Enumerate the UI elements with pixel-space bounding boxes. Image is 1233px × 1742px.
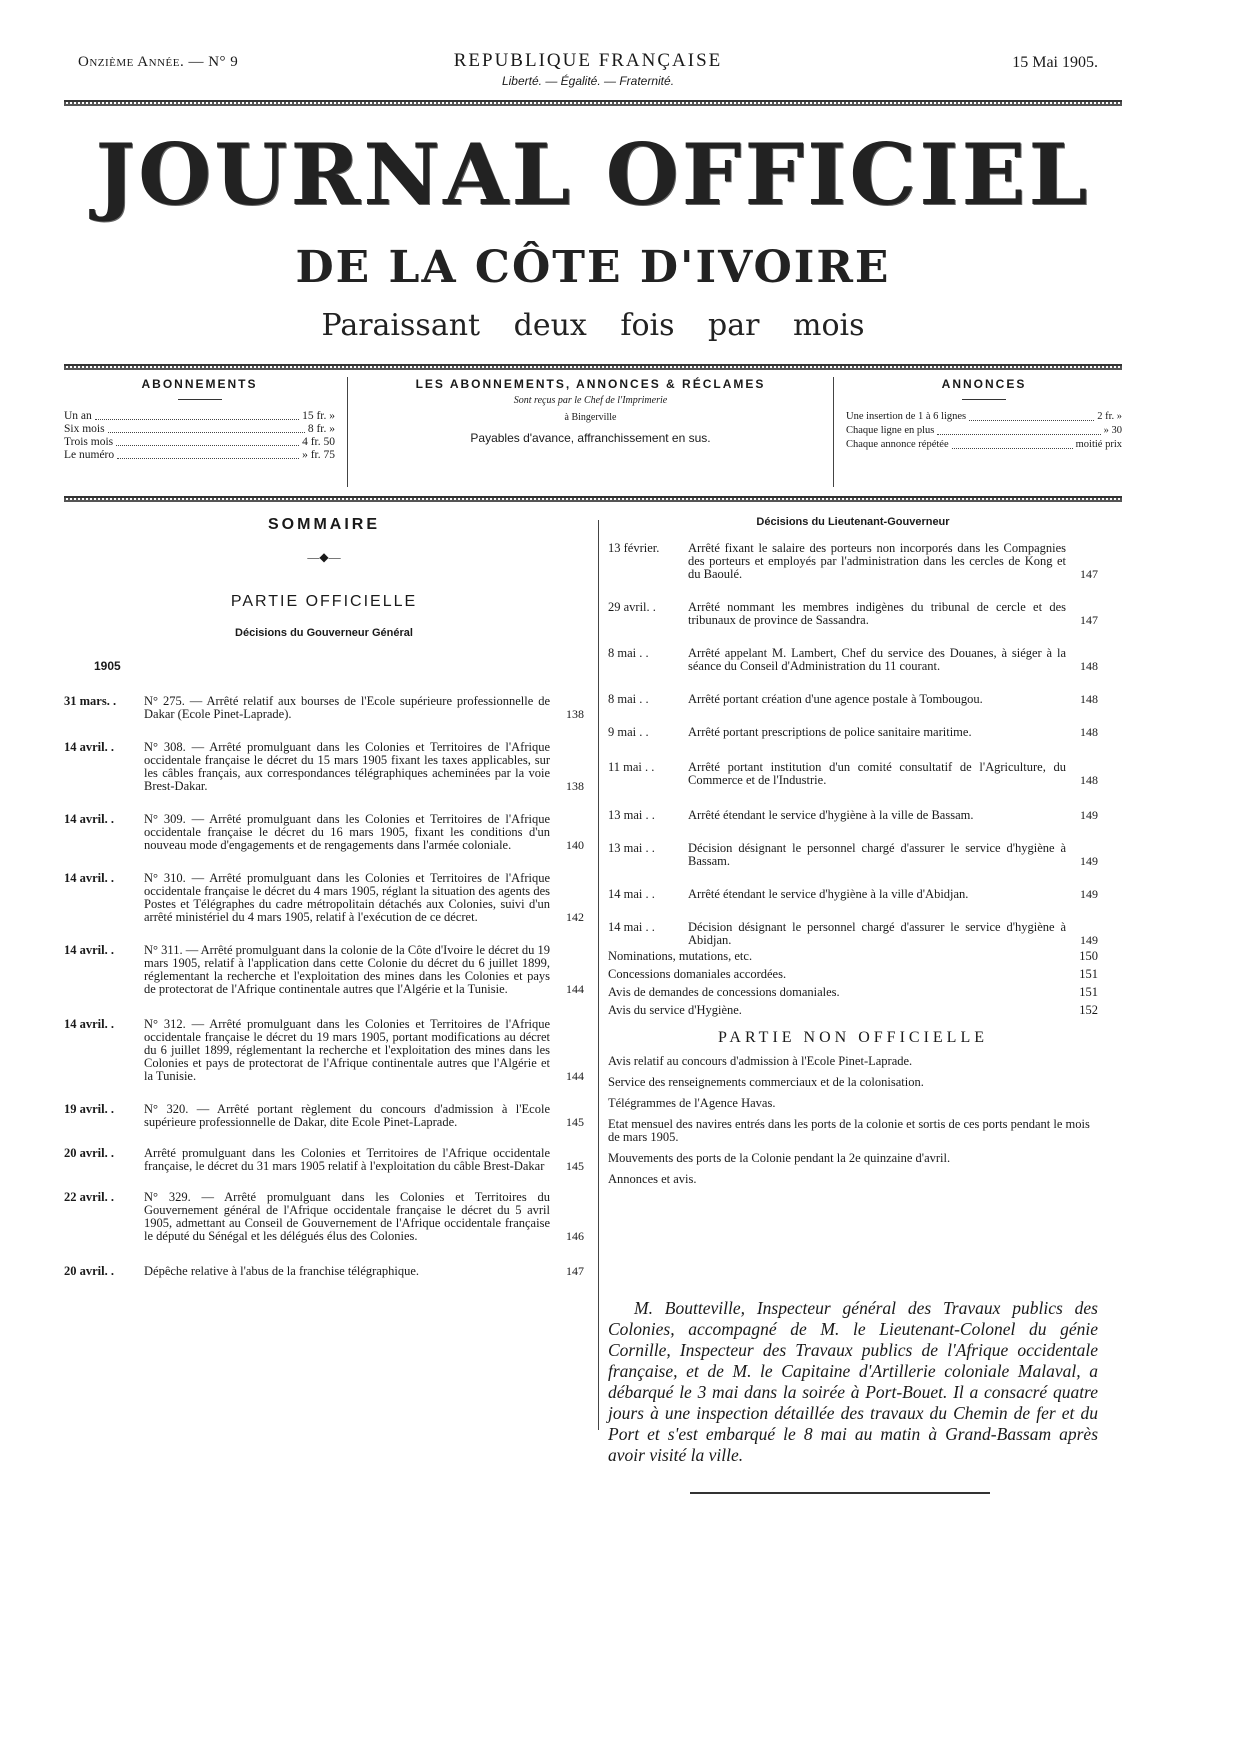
entry-page: 142	[566, 910, 584, 924]
abonnements-rows	[64, 410, 335, 462]
non-official-entry: Service des renseignements commerciaux et de la colonisation.	[608, 1075, 924, 1089]
center-line-1: Sont reçus par le Chef de l'Imprimerie	[513, 395, 668, 406]
non-official-entry: Mouvements des ports de la Colonie pendant la 2e quinzaine d'avril.	[608, 1151, 951, 1165]
price-value: » fr. 75	[302, 449, 335, 461]
entry-date: 8 mai . .	[608, 692, 649, 706]
entry-page: 145	[566, 1115, 584, 1129]
price-row	[64, 449, 335, 462]
sommaire-entry	[608, 601, 1098, 627]
entry-text: Arrêté portant prescriptions de police sanitaire maritime.	[688, 725, 972, 739]
abonnements-block	[64, 377, 348, 487]
sommaire-entry	[608, 888, 1098, 901]
price-row	[846, 424, 1122, 438]
abonnements-annonces-block	[348, 377, 834, 487]
price-label: Le numéro	[64, 449, 115, 461]
entry-text: Arrêté nommant les membres indigènes du tribunal de cercle et des tribunaux de province de Sassandra.	[688, 600, 1066, 627]
sommaire-entry	[608, 542, 1098, 581]
header-line	[78, 50, 1098, 88]
entry-page: 148	[1080, 692, 1098, 706]
gouverneur-general-entries	[64, 695, 584, 1278]
entry-date: 31 mars. .	[64, 694, 117, 708]
entry-date: 9 mai . .	[608, 725, 649, 739]
non-official-entry: Télégrammes de l'Agence Havas.	[608, 1096, 776, 1110]
sommaire-entry	[64, 1103, 584, 1129]
price-row	[64, 410, 335, 423]
sommaire-entry	[64, 944, 584, 996]
entry-date: 14 mai . .	[608, 920, 655, 934]
issue-date: 15 Mai 1905.	[1012, 54, 1098, 71]
price-value: moitié prix	[1075, 439, 1122, 450]
price-value: 4 fr. 50	[302, 436, 335, 448]
entry-date: 14 avril. .	[64, 740, 114, 754]
entry-page: 138	[566, 779, 584, 793]
entry-date: 14 avril. .	[64, 1017, 114, 1031]
entry-text: Concessions domaniales accordées.	[608, 967, 787, 981]
entry-text: N° 308. — Arrêté promulguant dans les Colonies et Territoires de l'Afrique occidentale française le décret du 15 mars 1905 fixant les taxes applicables, sur les câbles français, aux correspondances télégraphiques acheminées par la voie Brest-Dakar.	[144, 740, 550, 793]
sommaire-entry	[64, 1147, 584, 1173]
leader-dots	[937, 424, 1100, 435]
sommaire-entry	[608, 809, 1098, 822]
entry-page: 148	[1080, 773, 1098, 787]
entry-text: N° 311. — Arrêté promulguant dans la colonie de la Côte d'Ivoire le décret du 19 mars 1905, relatif à l'application dans cette Colonie du décret du 6 juillet 1899, réglementant la recherche et l'exploitation des mines dans les Colonies et pays de protectorat de l'Afrique continentale autres que l'Algérie et la Tunisie.	[144, 943, 550, 996]
sommaire-entry	[64, 813, 584, 852]
year-label: 1905	[94, 659, 121, 673]
leader-dots	[95, 410, 299, 420]
sommaire-entry	[608, 921, 1098, 947]
issue-number: Onzième Année. — N° 9	[78, 54, 239, 70]
entry-text: N° 312. — Arrêté promulguant dans les Colonies et Territoires de l'Afrique occidentale française le décret du 19 mars 1905, portant modifications au décret du 6 juillet 1899, réglementant la recherche et l'exploitation des mines dans les Colonies et pays de protectorat de l'Afrique continentale autres que l'Algérie et la Tunisie.	[144, 1017, 550, 1083]
price-label: Six mois	[64, 423, 105, 435]
entry-text: Décision désignant le personnel chargé d'assurer le service d'hygiène à Abidjan.	[688, 920, 1066, 947]
entry-page: 144	[566, 1069, 584, 1083]
ornament-icon: —◆—	[307, 550, 341, 564]
price-label: Une insertion de 1 à 6 lignes	[846, 411, 967, 422]
column-divider	[598, 520, 599, 1430]
entry-date: 13 février.	[608, 541, 660, 555]
top-rule	[64, 100, 1122, 106]
entry-page: 147	[566, 1264, 584, 1278]
entry-text: N° 320. — Arrêté portant règlement du concours d'admission à l'Ecole supérieure professionnelle de Dakar, dite Ecole Pinet-Laprade.	[144, 1102, 550, 1129]
publication-frequency: Paraissant deux fois par mois	[321, 308, 865, 343]
republic-block	[78, 50, 1098, 88]
non-official-entries	[608, 1055, 1098, 1186]
sommaire-entry	[64, 1191, 584, 1243]
leader-dots	[952, 438, 1073, 449]
entry-date: 29 avril. .	[608, 600, 656, 614]
leader-dots	[969, 410, 1094, 421]
entry-page: 145	[566, 1159, 584, 1173]
leader-dots	[108, 423, 305, 433]
lieutenant-gouverneur-heading: Décisions du Lieutenant-Gouverneur	[756, 516, 950, 528]
entry-text: Dépêche relative à l'abus de la franchise télégraphique.	[144, 1264, 420, 1278]
entry-date: 14 avril. .	[64, 812, 114, 826]
entry-date: 11 mai . .	[608, 760, 655, 774]
entry-text: Avis du service d'Hygiène.	[608, 1003, 742, 1017]
sommaire-entry	[608, 761, 1098, 787]
entry-text: Avis de demandes de concessions domaniales.	[608, 985, 840, 999]
price-row	[846, 410, 1122, 424]
price-value: 8 fr. »	[307, 423, 335, 435]
entry-text: N° 275. — Arrêté relatif aux bourses de l'Ecole supérieure professionnelle de Dakar (Ecole Pinet-Laprade).	[144, 694, 550, 721]
partie-non-officielle-heading: PARTIE NON OFFICIELLE	[717, 1029, 988, 1046]
entry-text: Arrêté étendant le service d'hygiène à la ville de Bassam.	[688, 808, 974, 822]
abonnements-title: ABONNEMENTS	[141, 377, 258, 391]
entry-page: 148	[1080, 725, 1098, 739]
motto: Liberté. — Égalité. — Fraternité.	[501, 74, 675, 88]
annonces-title: ANNONCES	[941, 377, 1027, 391]
subscription-band	[64, 377, 1122, 487]
entry-page: 149	[1080, 887, 1098, 901]
entry-page: 149	[1080, 854, 1098, 868]
entry-page: 138	[566, 707, 584, 721]
masthead-bottom-rule	[64, 364, 1122, 370]
center-line-3: Payables d'avance, affranchissement en sus.	[470, 431, 711, 445]
sommaire-left-column	[64, 516, 584, 1278]
entry-page: 149	[1080, 808, 1098, 822]
entry-date: 14 avril. .	[64, 871, 114, 885]
misc-entry	[608, 983, 1098, 1001]
gouverneur-general-heading: Décisions du Gouverneur Général	[235, 627, 413, 639]
price-label: Chaque ligne en plus	[846, 425, 935, 436]
sommaire-entry	[64, 741, 584, 793]
center-line-2: à Bingerville	[564, 412, 617, 423]
entry-date: 14 avril. .	[64, 943, 114, 957]
entry-text: N° 310. — Arrêté promulguant dans les Colonies et Territoires de l'Afrique occidentale française le décret du 4 mars 1905, réglant la situation des agents des Postes et Télégraphes du cadre métropolitain détachés aux Colonies, suivi d'un arrêté ministériel du 4 mars 1905, relatif à l'exécution de ce décret.	[144, 871, 550, 924]
price-label: Trois mois	[64, 436, 114, 448]
entry-page: 144	[566, 982, 584, 996]
leader-dots	[116, 436, 299, 446]
entry-date: 19 avril. .	[64, 1102, 114, 1116]
entry-page: 140	[566, 838, 584, 852]
partie-officielle-heading: PARTIE OFFICIELLE	[230, 593, 418, 610]
price-row	[64, 423, 335, 436]
entry-page: 146	[566, 1229, 584, 1243]
leader-dots	[117, 449, 299, 459]
entry-date: 22 avril. .	[64, 1190, 114, 1204]
entry-page: 152	[1079, 1003, 1098, 1017]
price-row	[846, 438, 1122, 452]
misc-entry	[608, 1001, 1098, 1019]
price-label: Un an	[64, 410, 92, 422]
non-official-entry: Annonces et avis.	[608, 1172, 697, 1186]
entry-date: 14 mai . .	[608, 887, 655, 901]
entry-page: 151	[1079, 985, 1098, 999]
band-bottom-rule	[64, 496, 1122, 502]
entry-page: 147	[1080, 567, 1098, 581]
price-value: 15 fr. »	[302, 410, 335, 422]
sommaire-title: SOMMAIRE	[268, 516, 380, 533]
sommaire-entry	[608, 726, 1098, 739]
entry-page: 151	[1079, 967, 1098, 981]
non-official-entry: Avis relatif au concours d'admission à l'Ecole Pinet-Laprade.	[608, 1054, 913, 1068]
entry-page: 148	[1080, 659, 1098, 673]
entry-page: 147	[1080, 613, 1098, 627]
entry-text: Arrêté portant création d'une agence postale à Tombougou.	[688, 692, 983, 706]
entry-page: 150	[1079, 949, 1098, 963]
entry-date: 8 mai . .	[608, 646, 649, 660]
entry-text: Arrêté fixant le salaire des porteurs non incorporés dans les Compagnies des porteurs et employés par l'administration dans les cercles de Kong et du Baoulé.	[688, 541, 1066, 581]
entry-date: 13 mai . .	[608, 808, 655, 822]
entry-date: 13 mai . .	[608, 841, 655, 855]
sommaire-entry	[64, 872, 584, 924]
misc-entries	[608, 947, 1098, 1019]
entry-text: N° 329. — Arrêté promulguant dans les Colonies et Territoires du Gouvernement général de l'Afrique occidentale française le décret du 5 avril 1905, admettant au Conseil de Gouvernement de l'Afrique occidentale française le député du Sénégal et les délégués élus des Colonies.	[144, 1190, 550, 1243]
entry-text: N° 309. — Arrêté promulguant dans les Colonies et Territoires de l'Afrique occidentale française le décret du 16 mars 1905, fixant les conditions d'un nouveau mode d'engagements et de rengagements dans l'armée coloniale.	[144, 812, 550, 852]
misc-entry	[608, 965, 1098, 983]
inspection-notice: M. Boutteville, Inspecteur général des Travaux publics des Colonies, accompagné de M. le Lieutenant-Colonel du génie Cornille, Inspecteur des Travaux publics de l'Afrique occidentale française, et de M. le Capitaine d'Artillerie coloniale Malaval, a débarqué le 3 mai dans la soirée à Port-Bouet. Il a consacré quatre jours à une inspection détaillée des travaux du Chemin de fer et du Port et s'est embarqué le 8 mai au matin à Grand-Bassam après avoir visité la ville.	[608, 1298, 1098, 1465]
lieutenant-gouverneur-entries	[608, 542, 1098, 947]
entry-text: Arrêté appelant M. Lambert, Chef du service des Douanes, à siéger à la séance du Conseil d'Administration du 11 courant.	[688, 646, 1066, 673]
entry-text: Nominations, mutations, etc.	[608, 949, 753, 963]
price-label: Chaque annonce répétée	[846, 439, 949, 450]
divider	[178, 399, 222, 400]
entry-text: Arrêté portant institution d'un comité consultatif de l'Agriculture, du Commerce et de l'Industrie.	[688, 760, 1066, 787]
sommaire-right-column	[608, 516, 1098, 1194]
entry-date: 20 avril. .	[64, 1146, 114, 1160]
sommaire-entry	[64, 695, 584, 721]
annonces-rows	[846, 410, 1122, 452]
sommaire-entry	[64, 1018, 584, 1083]
price-row	[64, 436, 335, 449]
non-official-entry: Etat mensuel des navires entrés dans les ports de la colonie et sortis de ces ports pendant le mois de mars 1905.	[608, 1117, 1090, 1144]
divider	[962, 399, 1006, 400]
annonces-block	[834, 377, 1122, 487]
sommaire-entry	[608, 647, 1098, 673]
republic-title: REPUBLIQUE FRANÇAISE	[453, 50, 723, 71]
entry-text: Décision désignant le personnel chargé d'assurer le service d'hygiène à Bassam.	[688, 841, 1066, 868]
ornament-rule	[690, 1492, 990, 1494]
center-title: LES ABONNEMENTS, ANNONCES & RÉCLAMES	[415, 377, 766, 391]
sommaire-entry	[608, 693, 1098, 706]
entry-date: 20 avril. .	[64, 1264, 114, 1278]
journal-title: JOURNAL OFFICIEL	[95, 125, 1091, 224]
sommaire-entry	[608, 842, 1098, 868]
journal-subtitle: DE LA CÔTE D'IVOIRE	[295, 242, 891, 293]
misc-entry	[608, 947, 1098, 965]
price-value: » 30	[1103, 425, 1122, 436]
entry-text: Arrêté étendant le service d'hygiène à la ville d'Abidjan.	[688, 887, 969, 901]
entry-page: 149	[1080, 933, 1098, 947]
price-value: 2 fr. »	[1097, 411, 1122, 422]
entry-text: Arrêté promulguant dans les Colonies et Territoires de l'Afrique occidentale française, le décret du 31 mars 1905 relatif à l'exploitation du câble Brest-Dakar	[144, 1146, 550, 1173]
sommaire-entry	[64, 1265, 584, 1278]
